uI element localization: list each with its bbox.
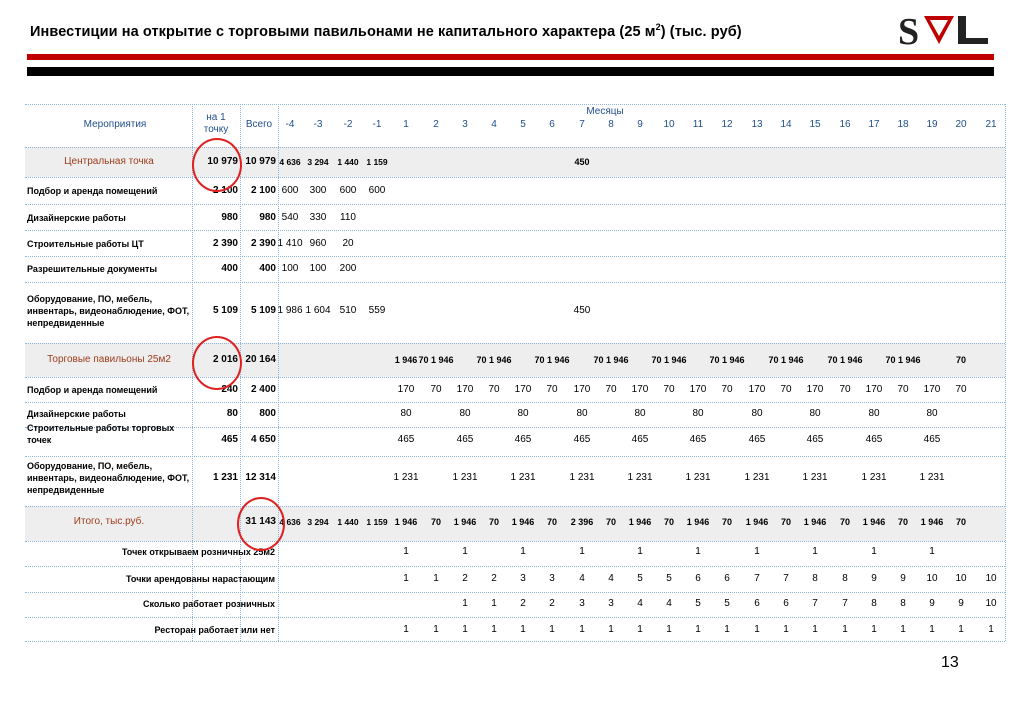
month-value: 1	[754, 624, 760, 635]
month-value: 70	[546, 384, 558, 395]
month-value: 1 604	[305, 305, 331, 316]
month-value: 5	[637, 573, 643, 584]
month-value: 1	[491, 624, 497, 635]
month-value: 170	[689, 384, 707, 395]
month-value: 1	[491, 598, 497, 609]
month-value: 600	[281, 185, 299, 196]
header-month-13: 13	[751, 119, 763, 130]
header-month-18: 18	[897, 119, 909, 130]
item-label: Дизайнерские работы	[27, 213, 126, 223]
row-divider	[25, 617, 1005, 618]
month-value: 9	[929, 598, 935, 609]
per-point-value: 1 231	[212, 472, 238, 483]
month-value: 100	[309, 263, 327, 274]
month-value: 170	[397, 384, 415, 395]
month-value: 170	[865, 384, 883, 395]
stat-label: Ресторан работает или нет	[154, 625, 275, 635]
month-value: 1	[929, 546, 935, 557]
per-point-value: 10 979	[207, 156, 238, 167]
month-value: 170	[806, 384, 824, 395]
total-value: 12 314	[245, 472, 276, 483]
total-value: 31 143	[245, 516, 276, 527]
per-point-value: 5 109	[212, 305, 238, 316]
row-divider	[25, 282, 1005, 283]
month-value: 1	[433, 624, 439, 635]
month-value: 465	[748, 434, 766, 445]
item-label: Подбор и аренда помещений	[27, 186, 158, 196]
black-divider	[27, 67, 994, 76]
month-value: 1 231	[861, 472, 887, 483]
month-value: 1	[462, 598, 468, 609]
month-value: 1	[929, 624, 935, 635]
row-divider	[25, 402, 1005, 403]
month-value: 1	[520, 546, 526, 557]
month-value: 1 986	[277, 305, 303, 316]
header-measures: Мероприятия	[83, 119, 147, 130]
month-value: 1	[579, 546, 585, 557]
month-value: 1 410	[277, 238, 303, 249]
item-label: Дизайнерские работы	[27, 409, 126, 419]
month-value: 80	[751, 408, 763, 419]
month-value: 70	[605, 517, 616, 527]
row-divider	[25, 256, 1005, 257]
row-divider	[25, 343, 1005, 344]
month-value: 80	[926, 408, 938, 419]
month-value: 6	[724, 573, 730, 584]
month-value: 70	[605, 384, 617, 395]
header-month-15: 15	[809, 119, 821, 130]
month-value: 465	[456, 434, 474, 445]
month-value: 465	[631, 434, 649, 445]
per-point-value: 80	[226, 408, 238, 419]
month-value: 1 159	[366, 157, 388, 167]
month-value: 1	[783, 624, 789, 635]
month-value: 80	[634, 408, 646, 419]
month-value: 80	[459, 408, 471, 419]
month-value: 465	[865, 434, 883, 445]
month-value: 170	[514, 384, 532, 395]
total-value: 10 979	[245, 156, 276, 167]
month-value: 70	[488, 384, 500, 395]
per-point-value: 2 100	[212, 185, 238, 196]
month-value: 1 231	[744, 472, 770, 483]
per-point-value: 2 016	[212, 354, 238, 365]
month-value: 465	[514, 434, 532, 445]
total-value: 2 390	[250, 238, 276, 249]
month-value: 7	[783, 573, 789, 584]
month-value: 1	[579, 624, 585, 635]
month-value: 559	[368, 305, 386, 316]
header-month-7: 7	[579, 119, 585, 130]
month-value: 3	[608, 598, 614, 609]
per-point-value: 980	[221, 212, 238, 223]
month-value: 1 231	[569, 472, 595, 483]
total-value: 2 400	[250, 384, 276, 395]
month-value: 1 946	[920, 517, 944, 527]
month-value: 70 1 946	[534, 355, 570, 365]
month-value: 4 636	[279, 157, 301, 167]
month-value: 1 231	[919, 472, 945, 483]
total-value: 400	[259, 263, 276, 274]
month-value: 9	[871, 573, 877, 584]
month-value: 80	[576, 408, 588, 419]
month-value: 110	[340, 212, 356, 223]
month-value: 170	[923, 384, 941, 395]
month-value: 465	[923, 434, 941, 445]
header-month-14: 14	[780, 119, 792, 130]
month-value: 1	[637, 546, 643, 557]
month-value: 1 946	[628, 517, 652, 527]
header-per-point: на 1 точку	[203, 112, 229, 135]
month-value: 170	[748, 384, 766, 395]
header-month-9: 9	[637, 119, 643, 130]
month-value: 70 1 946	[709, 355, 745, 365]
month-value: 3	[549, 573, 555, 584]
month-value: 70	[955, 384, 967, 395]
header-month-12: 12	[721, 119, 733, 130]
month-value: 8	[812, 573, 818, 584]
item-label: Разрешительные документы	[27, 264, 158, 274]
month-value: 70	[955, 355, 966, 365]
month-value: 70	[897, 384, 909, 395]
col-divider	[1005, 104, 1006, 641]
month-value: 80	[868, 408, 880, 419]
month-value: 4	[579, 573, 585, 584]
item-label: Подбор и аренда помещений	[27, 385, 158, 395]
row-divider	[25, 566, 1005, 567]
month-value: 450	[574, 157, 590, 167]
month-value: 80	[809, 408, 821, 419]
item-label: Строительные работы торговых точек	[27, 423, 175, 445]
item-label: Оборудование, ПО, мебель, инвентарь, видеонаблюдение, ФОТ, непредвиденные	[27, 294, 190, 328]
header-month-2: 2	[433, 119, 439, 130]
header-total: Всего	[245, 119, 273, 130]
month-value: 1 946	[511, 517, 535, 527]
per-point-value: 240	[221, 384, 238, 395]
month-value: 70 1 946	[827, 355, 863, 365]
month-value: 1	[900, 624, 906, 635]
row-divider	[25, 456, 1005, 457]
svg-text:S: S	[898, 11, 920, 50]
month-value: 5	[666, 573, 672, 584]
month-value: 80	[400, 408, 412, 419]
month-value: 6	[754, 598, 760, 609]
month-value: 1	[871, 546, 877, 557]
section-label: Торговые павильоны 25м2	[47, 354, 171, 365]
month-value: 6	[695, 573, 701, 584]
month-value: 1	[812, 624, 818, 635]
header-month-16: 16	[839, 119, 851, 130]
month-value: 70 1 946	[768, 355, 804, 365]
month-value: 70	[721, 517, 732, 527]
header-month--2: -2	[343, 119, 353, 130]
header-month-20: 20	[955, 119, 967, 130]
month-value: 70	[488, 517, 499, 527]
page-number: 13	[941, 654, 959, 671]
header-month-10: 10	[663, 119, 675, 130]
month-value: 465	[806, 434, 824, 445]
highlight-circle	[237, 497, 285, 551]
month-value: 1	[462, 546, 468, 557]
item-label: Оборудование, ПО, мебель, инвентарь, видеонаблюдение, ФОТ, непредвиденные	[27, 461, 190, 495]
month-value: 70 1 946	[593, 355, 629, 365]
month-value: 1	[812, 546, 818, 557]
month-value: 1	[842, 624, 848, 635]
month-value: 70	[780, 517, 791, 527]
month-value: 70 1 946	[418, 355, 454, 365]
month-value: 1	[958, 624, 964, 635]
row-divider	[25, 147, 1005, 148]
month-value: 20	[342, 238, 354, 249]
month-value: 4	[666, 598, 672, 609]
header-month-3: 3	[462, 119, 468, 130]
month-value: 1	[637, 624, 643, 635]
month-value: 10	[985, 598, 997, 609]
month-value: 1	[666, 624, 672, 635]
month-value: 70	[663, 384, 675, 395]
highlight-circle	[192, 138, 242, 192]
month-value: 8	[871, 598, 877, 609]
total-label: Итого, тыс.руб.	[73, 516, 145, 527]
month-value: 70 1 946	[651, 355, 687, 365]
header-months: Месяцы	[586, 106, 624, 117]
row-divider	[25, 204, 1005, 205]
header-month--3: -3	[313, 119, 323, 130]
month-value: 8	[900, 598, 906, 609]
month-value: 1 440	[337, 517, 359, 527]
month-value: 4	[637, 598, 643, 609]
month-value: 2	[549, 598, 555, 609]
month-value: 4 636	[279, 517, 301, 527]
month-value: 1 946	[862, 517, 886, 527]
month-value: 1	[695, 624, 701, 635]
month-value: 600	[368, 185, 386, 196]
month-value: 7	[812, 598, 818, 609]
month-value: 1 946	[394, 355, 418, 365]
month-value: 1 231	[510, 472, 536, 483]
month-value: 1	[988, 624, 994, 635]
month-value: 1 946	[803, 517, 827, 527]
month-value: 170	[573, 384, 591, 395]
svl-logo	[896, 10, 996, 50]
month-value: 2 396	[570, 517, 594, 527]
month-value: 1	[433, 573, 439, 584]
month-value: 2	[520, 598, 526, 609]
month-value: 3	[520, 573, 526, 584]
month-value: 1 231	[802, 472, 828, 483]
month-value: 465	[573, 434, 591, 445]
month-value: 1 440	[337, 157, 359, 167]
row-divider	[25, 377, 1005, 378]
month-value: 100	[281, 263, 299, 274]
total-value: 5 109	[250, 305, 276, 316]
header-month-1: 1	[403, 119, 409, 130]
month-value: 1	[549, 624, 555, 635]
stat-label: Точки арендованы нарастающим	[126, 574, 275, 584]
month-value: 70	[430, 517, 441, 527]
month-value: 2	[462, 573, 468, 584]
month-value: 1	[695, 546, 701, 557]
header-month-17: 17	[868, 119, 880, 130]
month-value: 1	[403, 546, 409, 557]
month-value: 330	[309, 212, 327, 223]
page-title: Инвестиции на открытие с торговыми павильонами не капитального характера (25 $м^2$) (тыс. руб)	[30, 22, 742, 40]
row-divider	[25, 541, 1005, 542]
month-value: 7	[754, 573, 760, 584]
total-value: 20 164	[245, 354, 276, 365]
month-value: 70 1 946	[476, 355, 512, 365]
header-month-6: 6	[549, 119, 555, 130]
month-value: 70	[897, 517, 908, 527]
month-value: 80	[517, 408, 529, 419]
per-point-value: 465	[221, 434, 238, 445]
per-point-value: 400	[221, 263, 238, 274]
month-value: 1 946	[686, 517, 710, 527]
header-month-5: 5	[520, 119, 526, 130]
row-divider	[25, 104, 1005, 105]
month-value: 80	[692, 408, 704, 419]
month-value: 5	[695, 598, 701, 609]
month-value: 1	[871, 624, 877, 635]
month-value: 70 1 946	[885, 355, 921, 365]
month-value: 70	[955, 517, 966, 527]
month-value: 10	[985, 573, 997, 584]
header-month-8: 8	[608, 119, 614, 130]
month-value: 1 946	[453, 517, 477, 527]
month-value: 1 231	[393, 472, 419, 483]
month-value: 3 294	[307, 157, 329, 167]
month-value: 9	[900, 573, 906, 584]
total-value: 2 100	[250, 185, 276, 196]
month-value: 70	[430, 384, 442, 395]
month-value: 5	[724, 598, 730, 609]
month-value: 1	[724, 624, 730, 635]
stat-label: Сколько работает розничных	[142, 599, 275, 609]
month-value: 1 946	[394, 517, 418, 527]
item-label: Строительные работы ЦТ	[27, 239, 144, 249]
month-value: 1 231	[452, 472, 478, 483]
month-value: 1 159	[366, 517, 388, 527]
month-value: 9	[958, 598, 964, 609]
month-value: 540	[281, 212, 299, 223]
total-value: 980	[259, 212, 276, 223]
month-value: 70	[780, 384, 792, 395]
row-divider	[25, 230, 1005, 231]
month-value: 10	[926, 573, 938, 584]
month-value: 1	[403, 624, 409, 635]
per-point-value: 2 390	[212, 238, 238, 249]
month-value: 1	[403, 573, 409, 584]
month-value: 3 294	[307, 517, 329, 527]
month-value: 1 231	[685, 472, 711, 483]
total-value: 800	[259, 408, 276, 419]
red-divider	[27, 54, 994, 60]
month-value: 10	[955, 573, 967, 584]
month-value: 1	[754, 546, 760, 557]
month-value: 300	[309, 185, 327, 196]
header-month-21: 21	[985, 119, 997, 130]
month-value: 1	[462, 624, 468, 635]
month-value: 170	[631, 384, 649, 395]
row-divider	[25, 641, 1005, 642]
month-value: 8	[842, 573, 848, 584]
stat-label: Точек открываем розничных 25м2	[121, 547, 275, 557]
month-value: 510	[339, 305, 357, 316]
month-value: 1 946	[745, 517, 769, 527]
month-value: 6	[783, 598, 789, 609]
month-value: 70	[663, 517, 674, 527]
header-month--4: -4	[285, 119, 295, 130]
month-value: 70	[839, 384, 851, 395]
month-value: 960	[309, 238, 327, 249]
month-value: 70	[721, 384, 733, 395]
header-month-4: 4	[491, 119, 497, 130]
month-value: 3	[579, 598, 585, 609]
month-value: 450	[573, 305, 591, 316]
month-value: 600	[339, 185, 357, 196]
month-value: 1	[520, 624, 526, 635]
month-value: 465	[397, 434, 415, 445]
month-value: 465	[689, 434, 707, 445]
month-value: 7	[842, 598, 848, 609]
total-value: 4 650	[250, 434, 276, 445]
highlight-circle	[192, 336, 242, 390]
header-month--1: -1	[372, 119, 382, 130]
month-value: 70	[546, 517, 557, 527]
month-value: 1	[608, 624, 614, 635]
month-value: 200	[339, 263, 357, 274]
month-value: 4	[608, 573, 614, 584]
month-value: 70	[839, 517, 850, 527]
row-divider	[25, 506, 1005, 507]
month-value: 2	[491, 573, 497, 584]
header-month-11: 11	[692, 119, 704, 130]
row-divider	[25, 177, 1005, 178]
month-value: 170	[456, 384, 474, 395]
section-label: Центральная точка	[64, 156, 154, 167]
header-month-19: 19	[926, 119, 938, 130]
row-divider	[25, 592, 1005, 593]
month-value: 1 231	[627, 472, 653, 483]
